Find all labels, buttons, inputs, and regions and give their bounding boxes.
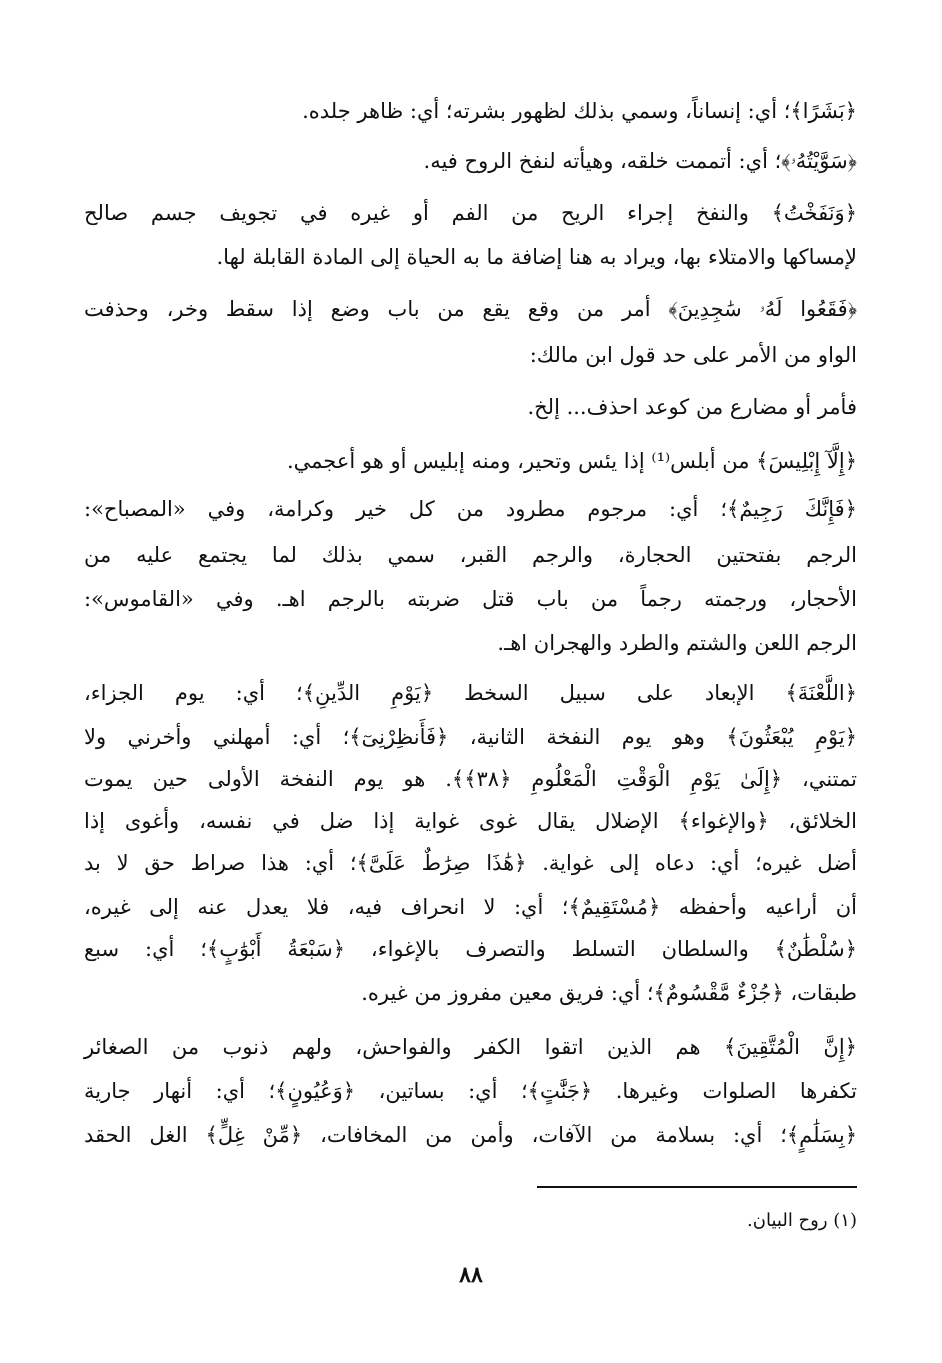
page-number: ٨٨ xyxy=(459,1262,483,1288)
verse-line: فأمر أو مضارع من كوعد احذف... إلخ. xyxy=(527,395,857,419)
footnote: (١) روح البيان. xyxy=(747,1210,857,1231)
text-line: ﴿سَوَّيْتُهُۥ﴾؛ أي: أتممت خلقه، وهيأته لنفخ الروح فيه. xyxy=(423,149,857,173)
text-line: ﴿إِلَّآ إِبْلِيسَ﴾ من أبلس⁽¹⁾ إذا يئس وتحير، ومنه إبليس أو هو أعجمي. xyxy=(286,449,857,473)
footnote-divider xyxy=(537,1186,857,1188)
text-line: ﴿فَإِنَّكَ رَجِيمٌ﴾؛ أي: مرجوم مطرود من كل خير وكرامة، وفي «المصباح»: xyxy=(84,497,857,521)
text-line: تمتني، ﴿إِلَىٰ يَوْمِ الْوَقْتِ الْمَعْلُومِ ﴿٣٨﴾﴾. هو يوم النفخة الأولى حين يموت xyxy=(84,767,857,791)
text-line: أن أراعيه وأحفظه ﴿مُسْتَقِيمٌ﴾؛ أي: لا انحراف فيه، فلا يعدل عنه إلى غيره، xyxy=(84,895,857,919)
text-line: أضل غيره؛ أي: دعاه إلى غواية. ﴿هَٰذَا صِرَٰطٌ عَلَىَّ﴾؛ أي: هذا صراط حق لا بد xyxy=(84,851,858,875)
text-line: ﴿اللَّعْنَةَ﴾ الإبعاد على سبيل السخط ﴿يَوْمِ الدِّينِ﴾؛ أي: يوم الجزاء، xyxy=(84,681,857,705)
text-line: ﴿إِنَّ الْمُتَّقِينَ﴾ هم الذين اتقوا الكفر والفواحش، ولهم ذنوب من الصغائر xyxy=(84,1035,857,1059)
text-line: ﴿سُلْطَٰنٌ﴾ والسلطان التسلط والتصرف بالإغواء، ﴿سَبْعَةُ أَبْوَٰبٍ﴾؛ أي: سبع xyxy=(84,937,857,961)
text-line: الخلائق، ﴿والإغواء﴾ الإضلال يقال غوى غواية إذا ضل في نفسه، وأغوى إذا xyxy=(84,809,858,833)
text-line: ﴿يَوْمِ يُبْعَثُونَ﴾ وهو يوم النفخة الثانية، ﴿فَأَنظِرْنِىٓ﴾؛ أي: أمهلني وأخرني ولا xyxy=(84,725,857,749)
text-line: ﴿بَشَرًا﴾؛ أي: إنساناً، وسمي بذلك لظهور بشرته؛ أي: ظاهر جلده. xyxy=(302,99,857,123)
text-line: الرجم اللعن والشتم والطرد والهجران اهـ. xyxy=(497,631,857,655)
text-line: ﴿بِسَلَٰمٍ﴾؛ أي: بسلامة من الآفات، وأمن من المخافات، ﴿مِّنْ غِلٍّ﴾ الغل الحقد xyxy=(84,1123,857,1147)
text-line: الواو من الأمر على حد قول ابن مالك: xyxy=(529,343,857,367)
text-line: الرجم بفتحتين الحجارة، والرجم القبر، سمي بذلك لما يجتمع عليه من xyxy=(84,543,857,567)
text-line: طبقات، ﴿جُزْءٌ مَّقْسُومٌ﴾؛ أي: فريق معين مفروز من غيره. xyxy=(361,981,857,1005)
text-line: ﴿وَنَفَخْتُ﴾ والنفخ إجراء الريح من الفم أو غيره في تجويف جسم صالح xyxy=(84,201,857,225)
text-line: الأحجار، ورجمته رجماً من باب قتل ضربته بالرجم اهـ. وفي «القاموس»: xyxy=(84,587,857,611)
text-line: ﴿فَقَعُوا لَهُۥ سَٰجِدِينَ﴾ أمر من وقع يقع من باب وضع إذا سقط وخر، وحذفت xyxy=(84,297,857,321)
text-line: لإمساكها والامتلاء بها، ويراد به هنا إضافة ما به الحياة إلى المادة القابلة لها. xyxy=(216,245,857,269)
text-line: تكفرها الصلوات وغيرها. ﴿جَنَّٰتٍ﴾؛ أي: بساتين، ﴿وَعُيُونٍ﴾؛ أي: أنهار جارية xyxy=(84,1079,857,1103)
